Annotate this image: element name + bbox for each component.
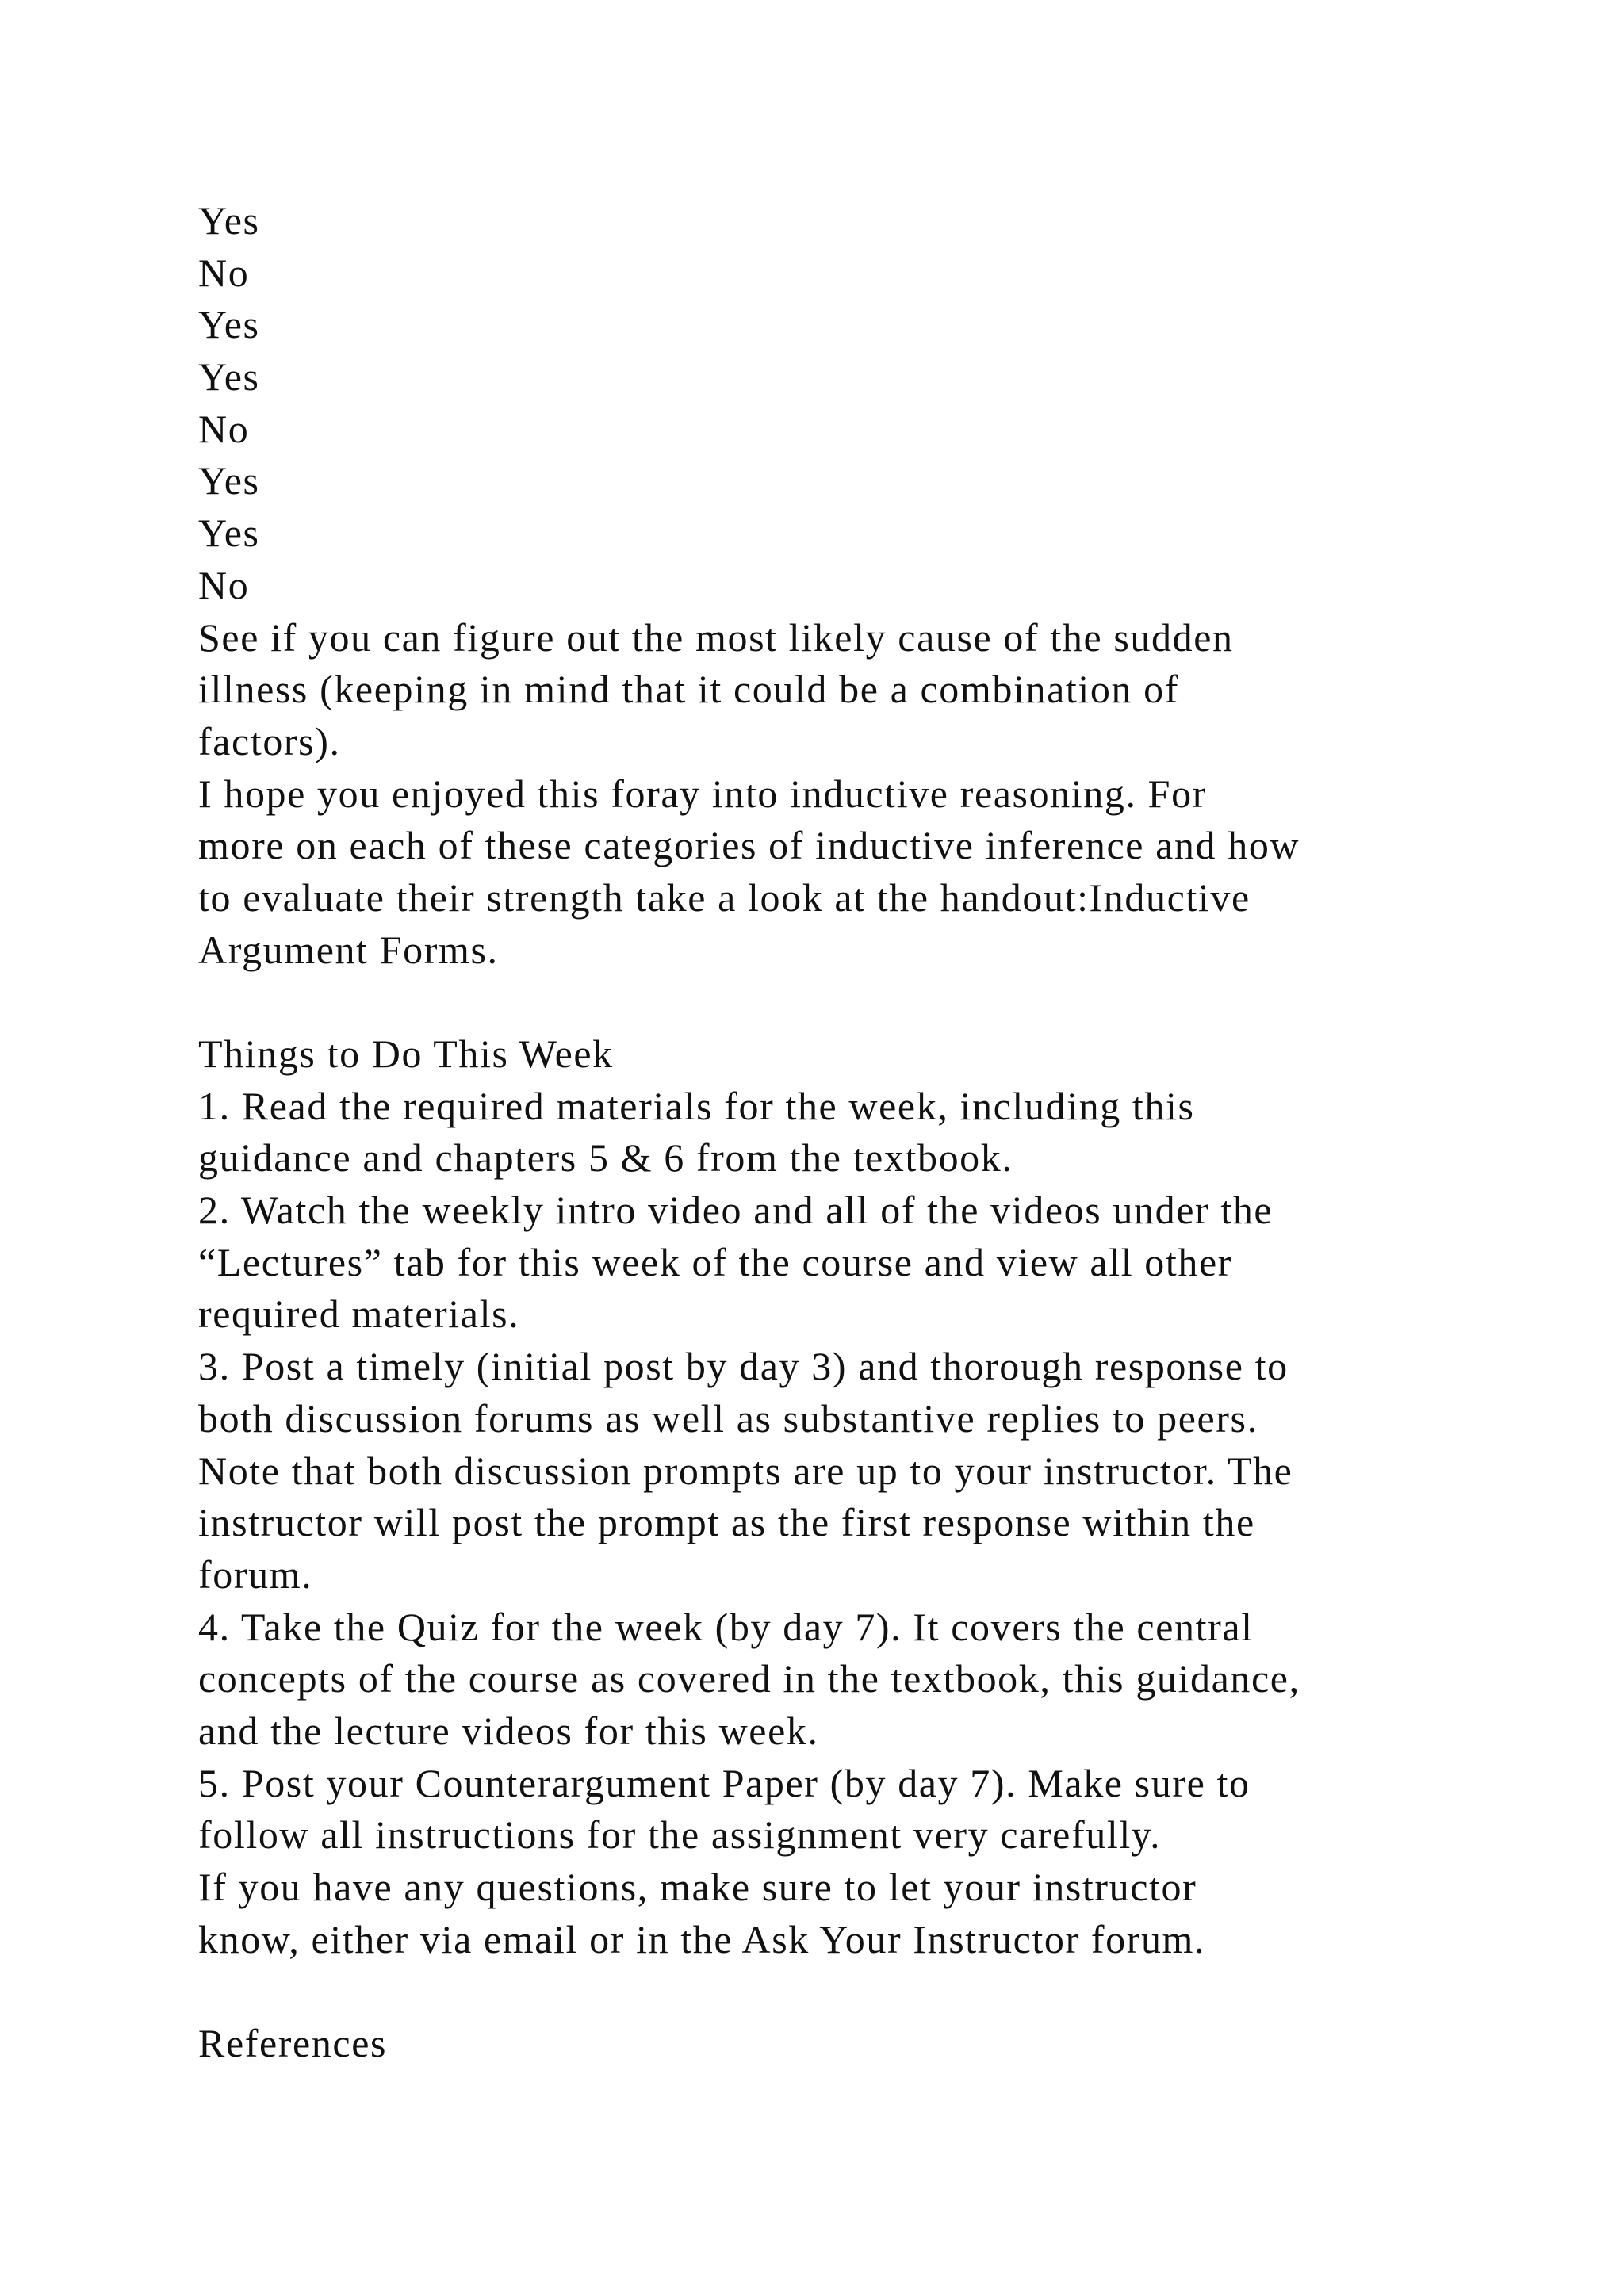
closing-paragraph-line: I hope you enjoyed this foray into inductive reasoning. For (198, 771, 1207, 816)
things-to-do-line: 2. Watch the weekly intro video and all of the videos under the (198, 1188, 1274, 1233)
things-to-do-line: and the lecture videos for this week. (198, 1708, 819, 1753)
things-to-do-line: 5. Post your Counterargument Paper (by day 7). Make sure to (198, 1760, 1251, 1805)
closing-paragraph-line: to evaluate their strength take a look at the handout:Inductive (198, 874, 1251, 920)
answer-line: No (198, 406, 250, 451)
things-to-do-line: required materials. (198, 1292, 520, 1337)
things-to-do-line: concepts of the course as covered in the textbook, this guidance, (198, 1656, 1300, 1701)
closing-paragraph-line: Argument Forms. (198, 927, 499, 972)
things-to-do-line: both discussion forums as well as substantive replies to peers. (198, 1395, 1258, 1441)
things-to-do-line: forum. (198, 1552, 313, 1597)
things-to-do-line: guidance and chapters 5 & 6 from the textbook. (198, 1135, 1013, 1181)
blank-line (198, 976, 1515, 1028)
intro-paragraph-line: illness (keeping in mind that it could be a combination of (198, 667, 1180, 712)
things-to-do-line: If you have any questions, make sure to let your instructor (198, 1865, 1197, 1909)
things-to-do-line: instructor will post the prompt as the first response within the (198, 1500, 1255, 1545)
document-body (198, 195, 1515, 2070)
intro-paragraph-line: factors). (198, 718, 341, 763)
answer-line: Yes (198, 458, 260, 503)
intro-paragraph-line: See if you can figure out the most likely cause of the sudden (198, 614, 1234, 660)
things-to-do-heading: Things to Do This Week (198, 1031, 614, 1076)
things-to-do-line: 3. Post a timely (initial post by day 3) and thorough response to (198, 1344, 1289, 1389)
things-to-do-line: know, either via email or in the Ask Your Instructor forum. (198, 1916, 1206, 1961)
closing-paragraph-line: more on each of these categories of inductive inference and how (198, 823, 1300, 868)
answer-line: No (198, 250, 250, 295)
blank-line (198, 1965, 1515, 2018)
answer-line: Yes (198, 354, 260, 400)
things-to-do-line: 1. Read the required materials for the week, including this (198, 1083, 1195, 1128)
answer-line: Yes (198, 511, 260, 556)
references-heading: References (198, 2021, 388, 2066)
things-to-do-line: follow all instructions for the assignment very carefully. (198, 1812, 1162, 1858)
things-to-do-line: Note that both discussion prompts are up to your instructor. The (198, 1448, 1293, 1493)
answer-line: Yes (198, 198, 260, 243)
things-to-do-line: “Lectures” tab for this week of the course and view all other (198, 1239, 1233, 1284)
answer-line: No (198, 562, 250, 607)
answer-line: Yes (198, 302, 260, 347)
things-to-do-line: 4. Take the Quiz for the week (by day 7). It covers the central (198, 1604, 1254, 1649)
